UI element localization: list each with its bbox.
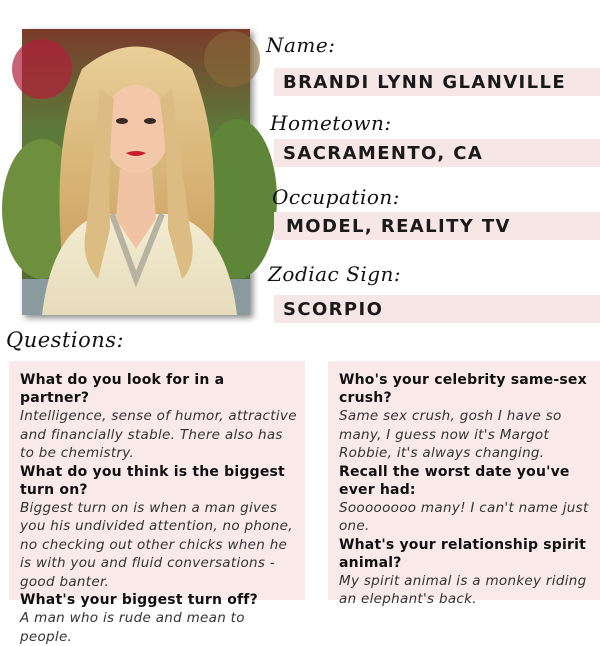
answer-text: Soooooooo many! I can't name just one.: [339, 499, 589, 534]
answer-text: A man who is rude and mean to people.: [20, 610, 245, 645]
question-text: What's your relationship spirit animal?: [339, 536, 586, 571]
answer-text: My spirit animal is a monkey riding an elephant's back.: [339, 572, 587, 607]
hometown-label: Hometown:: [270, 111, 392, 135]
qa-item: [20, 371, 297, 463]
question-text: What do you look for in a partner?: [20, 372, 225, 406]
answer-text: Biggest turn on is when a man gives you his undivided attention, no phone, no checking out other chicks when he is with you and fluid conversations - good banter.: [20, 499, 293, 590]
zodiac-label: Zodiac Sign:: [268, 262, 402, 286]
question-text: Recall the worst date you've ever had:: [339, 463, 570, 498]
occupation-value: MODEL, REALITY TV: [274, 212, 600, 240]
name-value: BRANDI LYNN GLANVILLE: [274, 68, 600, 96]
questions-heading: Questions:: [6, 328, 125, 352]
question-text: What's your biggest turn off?: [20, 592, 258, 608]
zodiac-value: SCORPIO: [274, 295, 600, 323]
question-text: What do you think is the biggest turn on?: [20, 463, 285, 498]
qa-item: [339, 371, 592, 463]
occupation-label: Occupation:: [272, 185, 400, 209]
profile-photo: [22, 29, 250, 315]
answer-text: Intelligence, sense of humor, attractive and financially stable. There also has to be chemistry.: [20, 408, 297, 461]
answer-text: Same sex crush, gosh I have so many, I guess now it's Margot Robbie, it's always changing.: [339, 408, 562, 461]
name-label: Name:: [266, 33, 336, 57]
qa-item: [339, 463, 592, 536]
qa-item: [20, 463, 297, 592]
question-text: Who's your celebrity same-sex crush?: [339, 372, 587, 406]
portrait-image: [22, 29, 250, 315]
qa-item: [20, 591, 297, 646]
qa-box-left: [9, 361, 305, 645]
qa-item: [339, 536, 592, 609]
qa-box-right: [328, 361, 600, 607]
hometown-value: SACRAMENTO, CA: [274, 139, 600, 167]
